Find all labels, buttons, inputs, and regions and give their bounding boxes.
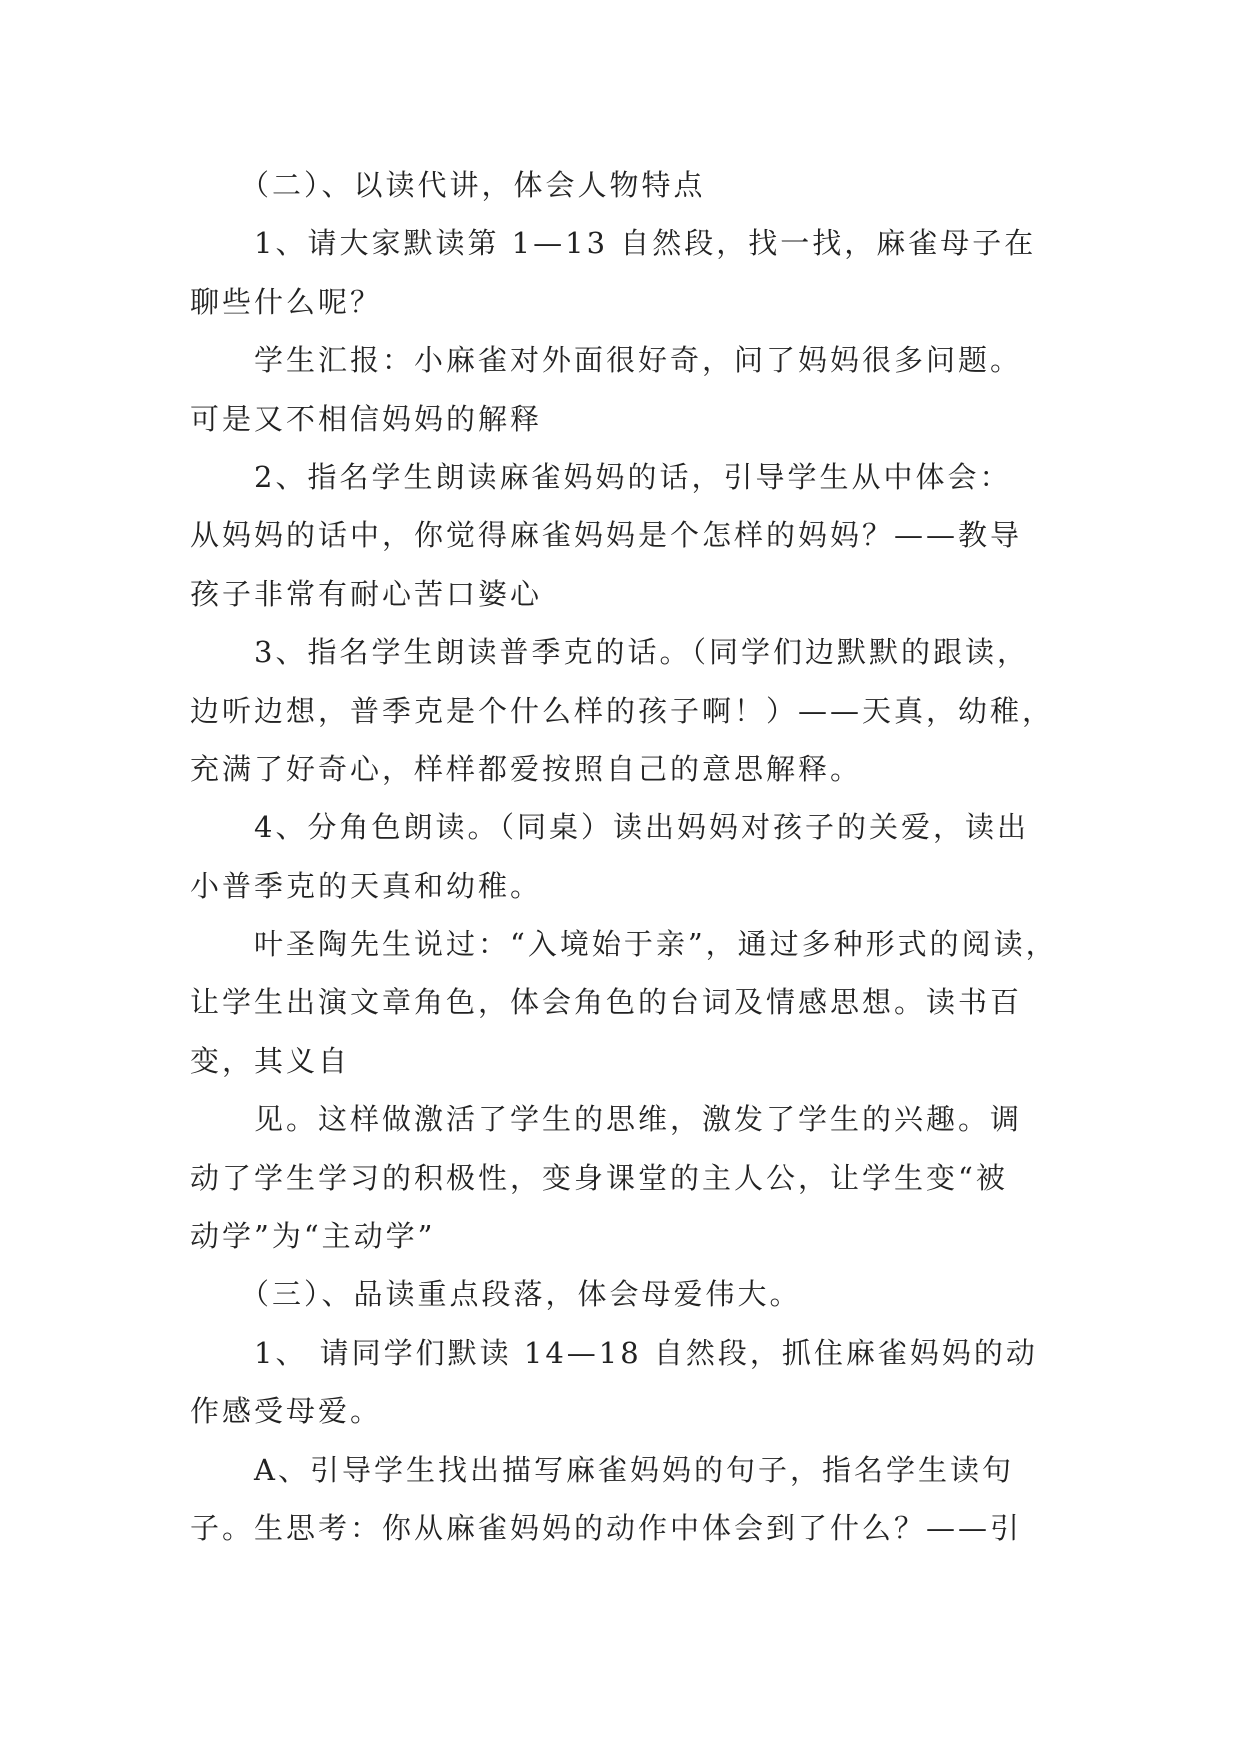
paragraph-line: 动学”为“主动学” xyxy=(190,1219,436,1254)
paragraph-line: 聊些什么呢？ xyxy=(190,284,383,319)
document-body xyxy=(190,156,1090,1557)
paragraph-line: 作感受母爱。 xyxy=(190,1394,383,1429)
paragraph-line: 可是又不相信妈妈的解释 xyxy=(190,401,543,436)
paragraph-line: 见。这样做激活了学生的思维，激发了学生的兴趣。调 xyxy=(254,1102,1023,1137)
paragraph-line: 充满了好奇心，样样都爱按照自己的意思解释。 xyxy=(190,751,863,786)
paragraph-line: 1、请大家默读第 1—13 自然段，找一找，麻雀母子在 xyxy=(254,226,1037,261)
paragraph-line: 子。生思考：你从麻雀妈妈的动作中体会到了什么？——引 xyxy=(190,1510,1023,1545)
paragraph-line: 叶圣陶先生说过：“入境始于亲”，通过多种形式的阅读， xyxy=(254,927,1058,962)
paragraph-line: 1、 请同学们默读 14—18 自然段，抓住麻雀妈妈的动 xyxy=(254,1335,1038,1370)
paragraph-line: 动了学生学习的积极性，变身课堂的主人公，让学生变“被 xyxy=(190,1160,1008,1195)
paragraph-line: 3、指名学生朗读普季克的话。（同学们边默默的跟读， xyxy=(254,635,1029,670)
section-heading: （二）、以读代讲，体会人物特点 xyxy=(240,168,706,202)
paragraph-line: 小普季克的天真和幼稚。 xyxy=(190,868,543,903)
paragraph-line: 边听边想，普季克是个什么样的孩子啊！）——天真，幼稚， xyxy=(190,693,1055,728)
paragraph-line: A、引导学生找出描写麻雀妈妈的句子，指名学生读句 xyxy=(254,1452,1014,1487)
paragraph-line: 孩子非常有耐心苦口婆心 xyxy=(190,576,543,611)
paragraph-line: 变，其义自 xyxy=(190,1043,351,1078)
paragraph-line: 4、分角色朗读。（同桌）读出妈妈对孩子的关爱，读出 xyxy=(254,810,1029,845)
paragraph-line: 让学生出演文章角色，体会角色的台词及情感思想。读书百 xyxy=(190,985,1023,1020)
paragraph-line: 2、指名学生朗读麻雀妈妈的话，引导学生从中体会： xyxy=(254,459,1012,494)
section-heading: （三）、品读重点段落，体会母爱伟大。 xyxy=(240,1277,802,1312)
paragraph-line: 从妈妈的话中，你觉得麻雀妈妈是个怎样的妈妈？——教导 xyxy=(190,518,1023,553)
paragraph-line: 学生汇报：小麻雀对外面很好奇，问了妈妈很多问题。 xyxy=(254,343,1023,378)
